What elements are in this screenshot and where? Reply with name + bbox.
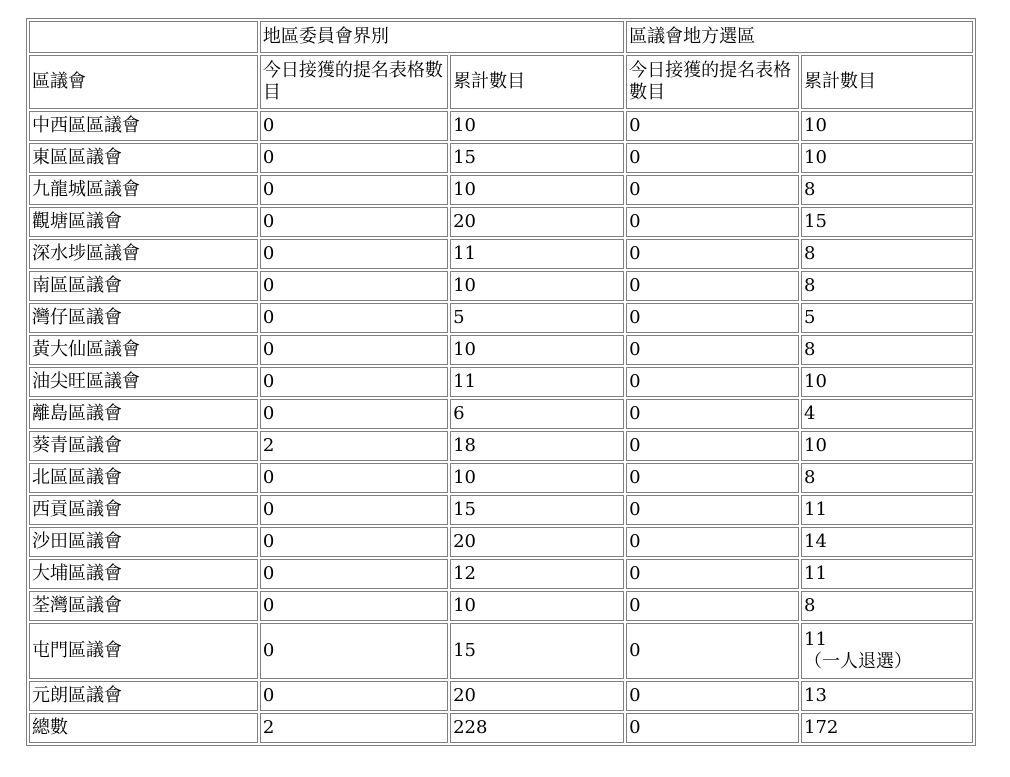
council-name-cell: 沙田區議會 — [29, 527, 258, 557]
total-label-cell: 總數 — [29, 713, 258, 743]
district-total-cell: 15 — [450, 143, 624, 173]
total-council-today: 0 — [626, 713, 799, 743]
council-name-cell: 大埔區議會 — [29, 559, 258, 589]
header-today-district: 今日接獲的提名表格數目 — [260, 55, 448, 109]
council-name-cell: 觀塘區議會 — [29, 207, 258, 237]
council-total-cell: 10 — [801, 431, 973, 461]
district-today-cell: 0 — [260, 239, 448, 269]
table-row — [29, 399, 973, 429]
district-today-cell: 0 — [260, 111, 448, 141]
council-total-cell: 8 — [801, 463, 973, 493]
header-total-district: 累計數目 — [450, 55, 624, 109]
council-total-cell: 11 — [801, 559, 973, 589]
council-today-cell: 0 — [626, 111, 799, 141]
header-total-council: 累計數目 — [801, 55, 973, 109]
total-council-total: 172 — [801, 713, 973, 743]
district-today-cell: 0 — [260, 495, 448, 525]
council-total-cell: 10 — [801, 143, 973, 173]
header-council: 區議會 — [29, 55, 258, 109]
table-row — [29, 303, 973, 333]
district-today-cell: 0 — [260, 175, 448, 205]
council-total-cell: 8 — [801, 271, 973, 301]
council-total-cell: 4 — [801, 399, 973, 429]
district-today-cell: 0 — [260, 143, 448, 173]
council-total-cell — [801, 623, 973, 679]
district-today-cell: 0 — [260, 591, 448, 621]
district-total-cell: 18 — [450, 431, 624, 461]
council-total-cell: 10 — [801, 111, 973, 141]
table-row — [29, 207, 973, 237]
council-total-cell: 15 — [801, 207, 973, 237]
council-today-cell: 0 — [626, 527, 799, 557]
district-today-cell: 0 — [260, 303, 448, 333]
district-today-cell: 0 — [260, 623, 448, 679]
table-row — [29, 335, 973, 365]
council-name-cell: 九龍城區議會 — [29, 175, 258, 205]
council-today-cell: 0 — [626, 239, 799, 269]
district-total-cell: 12 — [450, 559, 624, 589]
district-today-cell: 2 — [260, 431, 448, 461]
district-total-cell: 15 — [450, 495, 624, 525]
council-total-cell: 13 — [801, 681, 973, 711]
table-row — [29, 681, 973, 711]
table-row — [29, 111, 973, 141]
council-total-cell: 10 — [801, 367, 973, 397]
council-today-cell: 0 — [626, 399, 799, 429]
district-total-cell: 11 — [450, 367, 624, 397]
council-today-cell: 0 — [626, 681, 799, 711]
council-total-cell: 8 — [801, 591, 973, 621]
district-today-cell: 0 — [260, 271, 448, 301]
header-group-council: 區議會地方選區 — [626, 21, 973, 53]
total-district-today: 2 — [260, 713, 448, 743]
district-today-cell: 0 — [260, 681, 448, 711]
table-row — [29, 271, 973, 301]
header-group-district: 地區委員會界別 — [260, 21, 624, 53]
table-row — [29, 527, 973, 557]
council-name-cell: 黃大仙區議會 — [29, 335, 258, 365]
district-total-cell: 20 — [450, 681, 624, 711]
table-row — [29, 175, 973, 205]
council-today-cell: 0 — [626, 271, 799, 301]
council-name-cell: 東區區議會 — [29, 143, 258, 173]
council-name-cell: 離島區議會 — [29, 399, 258, 429]
district-today-cell: 0 — [260, 335, 448, 365]
table-row — [29, 623, 973, 679]
district-today-cell: 0 — [260, 367, 448, 397]
council-today-cell: 0 — [626, 207, 799, 237]
total-district-total: 228 — [450, 713, 624, 743]
district-total-cell: 11 — [450, 239, 624, 269]
withdrawal-note: （一人退選） — [804, 651, 913, 672]
council-today-cell: 0 — [626, 623, 799, 679]
table-row — [29, 431, 973, 461]
council-today-cell: 0 — [626, 495, 799, 525]
council-name-cell: 中西區區議會 — [29, 111, 258, 141]
council-today-cell: 0 — [626, 175, 799, 205]
council-name-cell: 油尖旺區議會 — [29, 367, 258, 397]
council-today-cell: 0 — [626, 431, 799, 461]
district-total-cell: 10 — [450, 175, 624, 205]
council-total-value: 11 — [804, 629, 827, 650]
nominations-table — [26, 18, 976, 746]
total-row — [29, 713, 973, 743]
header-row-groups — [29, 21, 973, 53]
council-name-cell: 深水埗區議會 — [29, 239, 258, 269]
council-today-cell: 0 — [626, 143, 799, 173]
council-name-cell: 西貢區議會 — [29, 495, 258, 525]
council-today-cell: 0 — [626, 591, 799, 621]
district-total-cell: 5 — [450, 303, 624, 333]
district-total-cell: 6 — [450, 399, 624, 429]
council-name-cell: 南區區議會 — [29, 271, 258, 301]
district-total-cell: 10 — [450, 111, 624, 141]
district-total-cell: 10 — [450, 591, 624, 621]
council-name-cell: 葵青區議會 — [29, 431, 258, 461]
header-today-council: 今日接獲的提名表格數目 — [626, 55, 799, 109]
council-total-cell: 5 — [801, 303, 973, 333]
district-total-cell: 20 — [450, 207, 624, 237]
council-total-cell: 14 — [801, 527, 973, 557]
table-row — [29, 559, 973, 589]
header-empty-cell — [29, 21, 258, 53]
council-total-cell: 8 — [801, 335, 973, 365]
district-today-cell: 0 — [260, 559, 448, 589]
district-today-cell: 0 — [260, 527, 448, 557]
council-name-cell: 灣仔區議會 — [29, 303, 258, 333]
district-today-cell: 0 — [260, 399, 448, 429]
table-row — [29, 591, 973, 621]
council-total-cell: 8 — [801, 175, 973, 205]
table-row — [29, 495, 973, 525]
district-today-cell: 0 — [260, 207, 448, 237]
district-total-cell: 15 — [450, 623, 624, 679]
council-total-cell: 8 — [801, 239, 973, 269]
table-row — [29, 463, 973, 493]
table-row — [29, 143, 973, 173]
council-name-cell: 元朗區議會 — [29, 681, 258, 711]
council-name-cell: 北區區議會 — [29, 463, 258, 493]
district-total-cell: 10 — [450, 335, 624, 365]
district-total-cell: 20 — [450, 527, 624, 557]
council-today-cell: 0 — [626, 559, 799, 589]
table-row — [29, 239, 973, 269]
council-name-cell: 荃灣區議會 — [29, 591, 258, 621]
council-today-cell: 0 — [626, 367, 799, 397]
district-today-cell: 0 — [260, 463, 448, 493]
council-total-cell: 11 — [801, 495, 973, 525]
header-row-columns — [29, 55, 973, 109]
council-today-cell: 0 — [626, 303, 799, 333]
council-today-cell: 0 — [626, 335, 799, 365]
table-row — [29, 367, 973, 397]
district-total-cell: 10 — [450, 271, 624, 301]
council-today-cell: 0 — [626, 463, 799, 493]
district-total-cell: 10 — [450, 463, 624, 493]
council-name-cell: 屯門區議會 — [29, 623, 258, 679]
